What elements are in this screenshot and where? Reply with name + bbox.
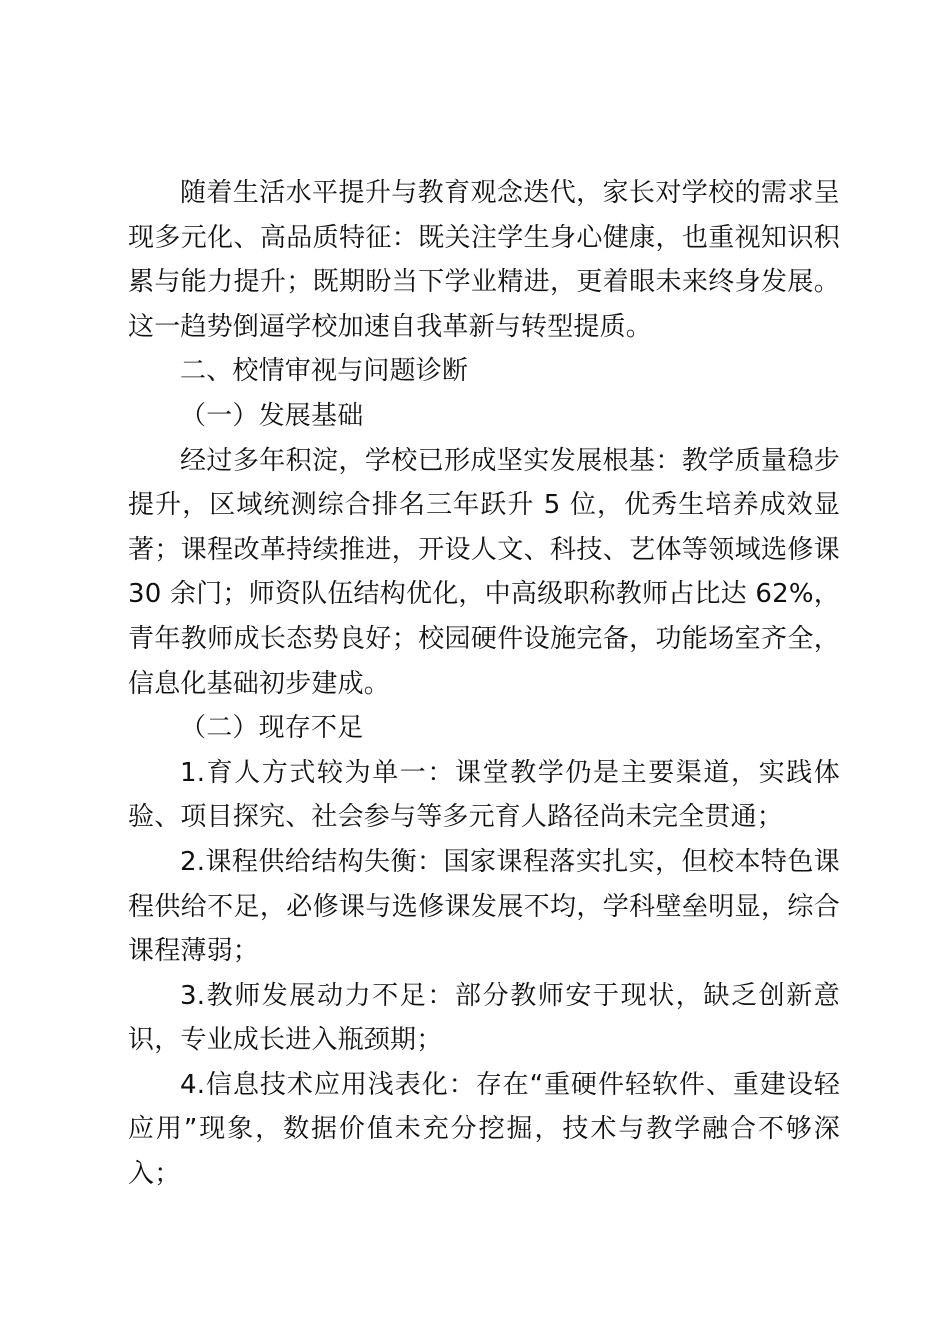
list-item-shortcoming-3: 3.教师发展动力不足：部分教师安于现状，缺乏创新意识，专业成长进入瓶颈期； <box>128 980 840 1056</box>
document-body <box>128 171 840 1197</box>
subsection-heading-foundation: （一）发展基础 <box>180 400 364 431</box>
section-heading-diagnosis: 二、校情审视与问题诊断 <box>180 356 469 387</box>
list-item-shortcoming-4: 4.信息技术应用浅表化：存在“重硬件轻软件、重建设轻应用”现象，数据价值未充分挖掘，技术与教学融合不够深入； <box>128 1069 840 1190</box>
subsection-heading-shortcomings: （二）现存不足 <box>180 713 364 744</box>
list-item-shortcoming-1: 1.育人方式较为单一：课堂教学仍是主要渠道，实践体验、项目探究、社会参与等多元育人路径尚未完全贯通； <box>128 757 840 833</box>
paragraph-foundation: 经过多年积淀，学校已形成坚实发展根基：教学质量稳步提升，区域统测综合排名三年跃升 5 位，优秀生培养成效显著；课程改革持续推进，开设人文、科技、艺体等领域选修课 30 余门；师资队伍结构优化，中高级职称教师占比达 62%，青年教师成长态势良好；校园硬件设施完备，功能场室齐全，信息化基础初步建成。 <box>128 445 840 699</box>
list-item-shortcoming-2: 2.课程供给结构失衡：国家课程落实扎实，但校本特色课程供给不足，必修课与选修课发展不均，学科壁垒明显，综合课程薄弱； <box>128 846 840 967</box>
paragraph-context: 随着生活水平提升与教育观念迭代，家长对学校的需求呈现多元化、高品质特征：既关注学生身心健康，也重视知识积累与能力提升；既期盼当下学业精进，更着眼未来终身发展。这一趋势倒逼学校加速自我革新与转型提质。 <box>128 178 840 342</box>
